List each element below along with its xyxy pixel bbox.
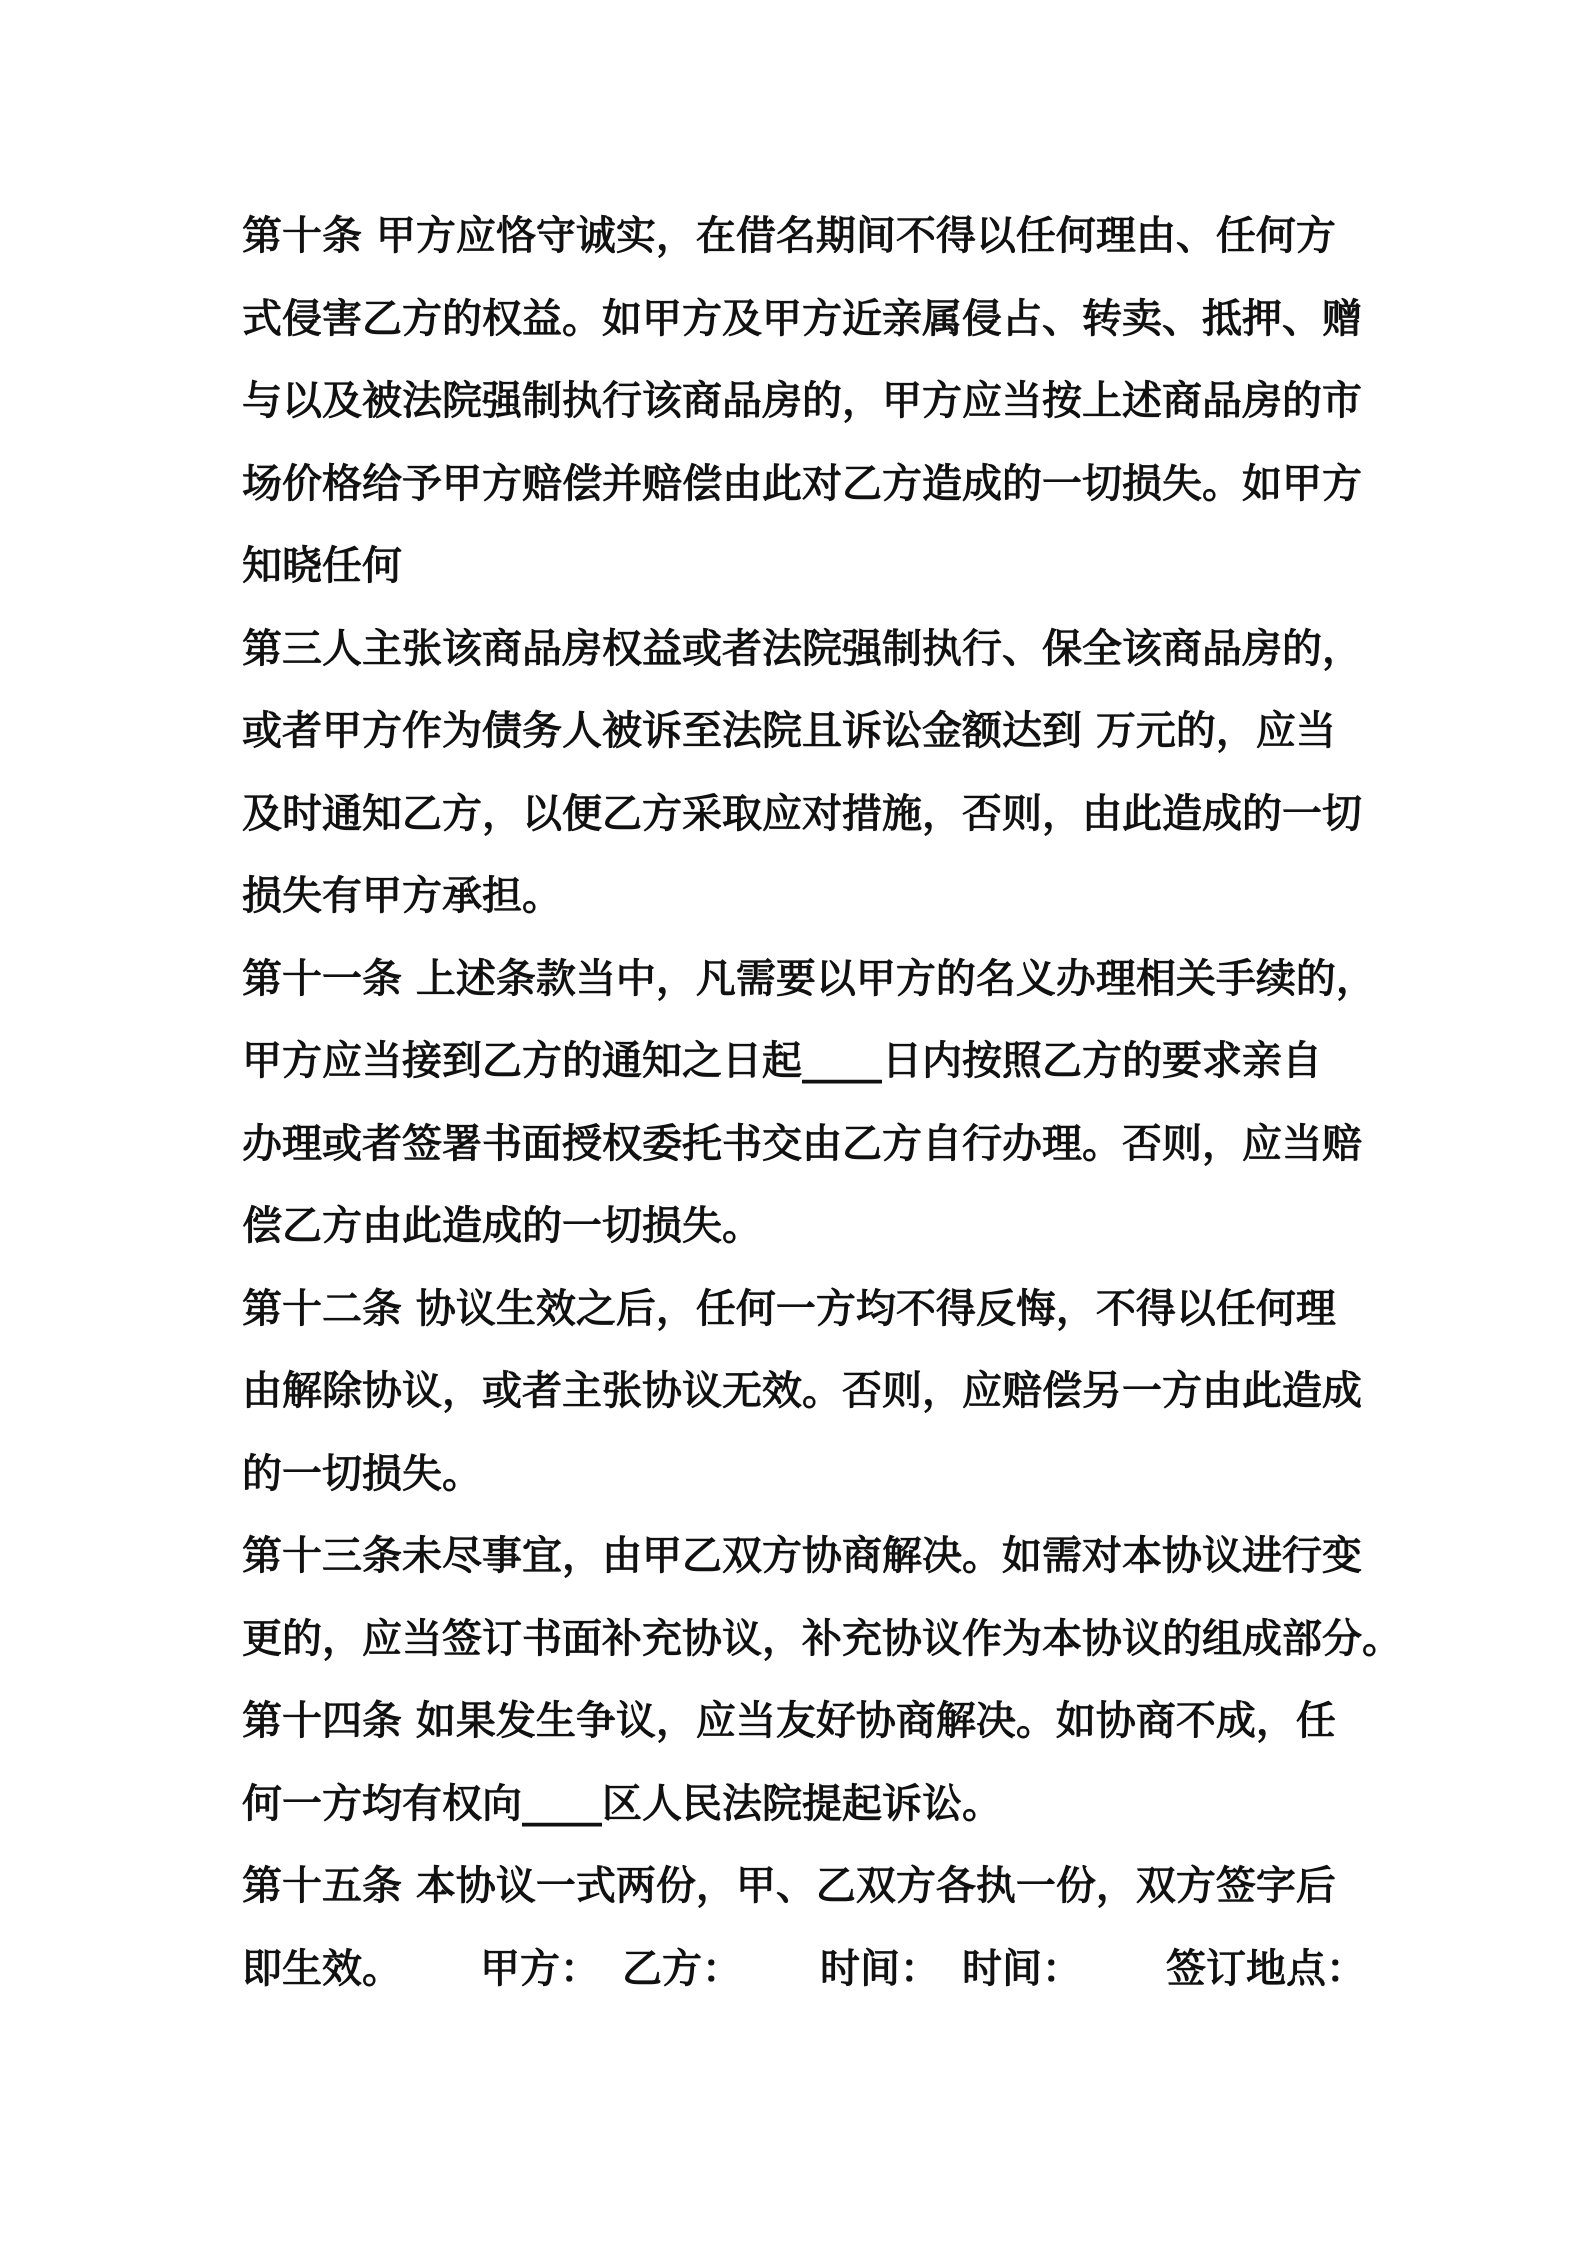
text-line: 或者甲方作为债务人被诉至法院且诉讼金额达到 万元的，应当 (242, 708, 1336, 754)
text-line: 知晓任何 (242, 543, 402, 589)
text-line: 与以及被法院强制执行该商品房的，甲方应当按上述商品房的市 (242, 378, 1362, 424)
text-line: 损失有甲方承担。 (242, 873, 562, 919)
text-line: 第十三条未尽事宜，由甲乙双方协商解决。如需对本协议进行变 (242, 1533, 1362, 1579)
text-line: 第三人主张该商品房权益或者法院强制执行、保全该商品房的， (242, 625, 1362, 672)
time-label-b: 时间： (962, 1945, 1082, 1992)
text-line: 甲方应当接到乙方的通知之日起____日内按照乙方的要求亲自 (242, 1038, 1322, 1084)
text-line: 场价格给予甲方赔偿并赔偿由此对乙方造成的一切损失。如甲方 (242, 460, 1362, 507)
text-line: 第十一条 上述条款当中，凡需要以甲方的名义办理相关手续的， (242, 955, 1376, 1002)
party-a-label: 甲方： (480, 1945, 600, 1992)
text-line: 式侵害乙方的权益。如甲方及甲方近亲属侵占、转卖、抵押、赠 (242, 295, 1362, 342)
text-line: 第十条 甲方应恪守诚实，在借名期间不得以任何理由、任何方 (242, 213, 1336, 259)
text-line: 第十四条 如果发生争议，应当友好协商解决。如协商不成，任 (242, 1698, 1336, 1744)
text-line: 办理或者签署书面授权委托书交由乙方自行办理。否则，应当赔 (242, 1120, 1362, 1167)
time-label-a: 时间： (820, 1945, 940, 1992)
text-line: 偿乙方由此造成的一切损失。 (242, 1203, 762, 1249)
text-line: 由解除协议，或者主张协议无效。否则，应赔偿另一方由此造成 (242, 1368, 1362, 1414)
text-line: 第十二条 协议生效之后，任何一方均不得反悔，不得以任何理 (242, 1285, 1336, 1332)
text-line: 何一方均有权向____区人民法院提起诉讼。 (242, 1780, 1002, 1827)
signature-row (242, 1928, 1366, 2011)
text-line: 第十五条 本协议一式两份，甲、乙双方各执一份，双方签字后 (242, 1863, 1336, 1909)
signing-place-label: 签订地点： (1166, 1945, 1366, 1992)
document-body (242, 195, 1402, 2010)
effective-text: 即生效。 (242, 1945, 402, 1992)
party-b-label: 乙方： (622, 1945, 742, 1992)
text-line: 的一切损失。 (242, 1450, 482, 1497)
text-line: 更的，应当签订书面补充协议，补充协议作为本协议的组成部分。 (242, 1615, 1402, 1662)
text-line: 及时通知乙方，以便乙方采取应对措施，否则，由此造成的一切 (242, 790, 1362, 837)
